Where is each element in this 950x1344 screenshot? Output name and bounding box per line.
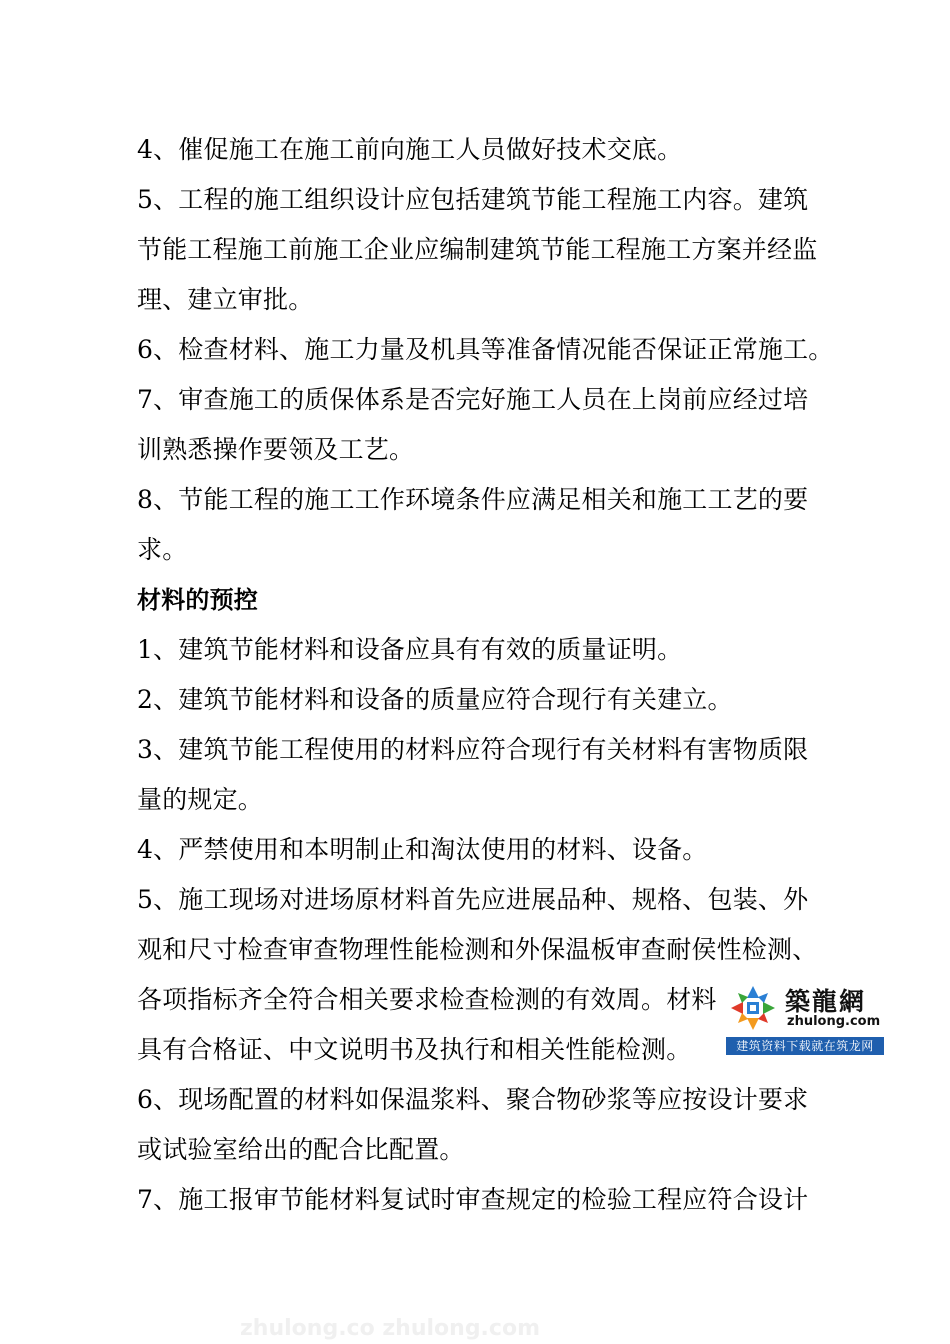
text-line: 或试验室给出的配合比配置。 xyxy=(137,1135,465,1164)
text-line: 求。 xyxy=(137,535,188,564)
zhulong-logo xyxy=(723,978,885,1056)
text-line: 量的规定。 xyxy=(137,785,264,814)
text-line: 3、建筑节能工程使用的材料应符合现行有关材料有害物质限 xyxy=(137,735,809,764)
text-line: 8、节能工程的施工工作环境条件应满足相关和施工工艺的要 xyxy=(137,485,809,514)
zhulong-logo-icon xyxy=(729,984,777,1032)
text-line: 观和尺寸检查审查物理性能检测和外保温板审查耐侯性检测、 xyxy=(137,935,818,964)
text-line: 6、检查材料、施工力量及机具等准备情况能否保证正常施工。 xyxy=(137,335,834,364)
text-line: 2、建筑节能材料和设备的质量应符合现行有关建立。 xyxy=(137,685,733,714)
text-line: 训熟悉操作要领及工艺。 xyxy=(137,435,415,464)
text-line: 各项指标齐全符合相关要求检查检测的有效周。材料 xyxy=(137,985,717,1014)
text-line: 7、施工报审节能材料复试时审查规定的检验工程应符合设计 xyxy=(137,1185,809,1214)
text-line: 5、施工现场对进场原材料首先应进展品种、规格、包装、外 xyxy=(137,885,809,914)
logo-chinese-name: 築龍網 xyxy=(785,987,867,1016)
text-line: 4、催促施工在施工前向施工人员做好技术交底。 xyxy=(137,135,683,164)
text-line: 7、审查施工的质保体系是否完好施工人员在上岗前应经过培 xyxy=(137,385,809,414)
logo-slogan-banner: 建筑资料下载就在筑龙网 xyxy=(726,1037,884,1055)
text-line: 6、现场配置的材料如保温浆料、聚合物砂浆等应按设计要求 xyxy=(137,1085,809,1114)
text-line: 具有合格证、中文说明书及执行和相关性能检测。 xyxy=(137,1035,692,1064)
text-line: 5、工程的施工组织设计应包括建筑节能工程施工内容。建筑 xyxy=(137,185,809,214)
text-line: 节能工程施工前施工企业应编制建筑节能工程施工方案并经监 xyxy=(137,235,818,264)
logo-domain: zhulong.com xyxy=(787,1014,881,1029)
text-line: 4、严禁使用和本明制止和淘汰使用的材料、设备。 xyxy=(137,835,708,864)
text-line: 理、建立审批。 xyxy=(137,285,314,314)
watermark-text: zhulong.co zhulong.com xyxy=(240,1316,540,1341)
section-heading: 材料的预控 xyxy=(137,586,258,614)
text-line: 1、建筑节能材料和设备应具有有效的质量证明。 xyxy=(137,635,683,664)
